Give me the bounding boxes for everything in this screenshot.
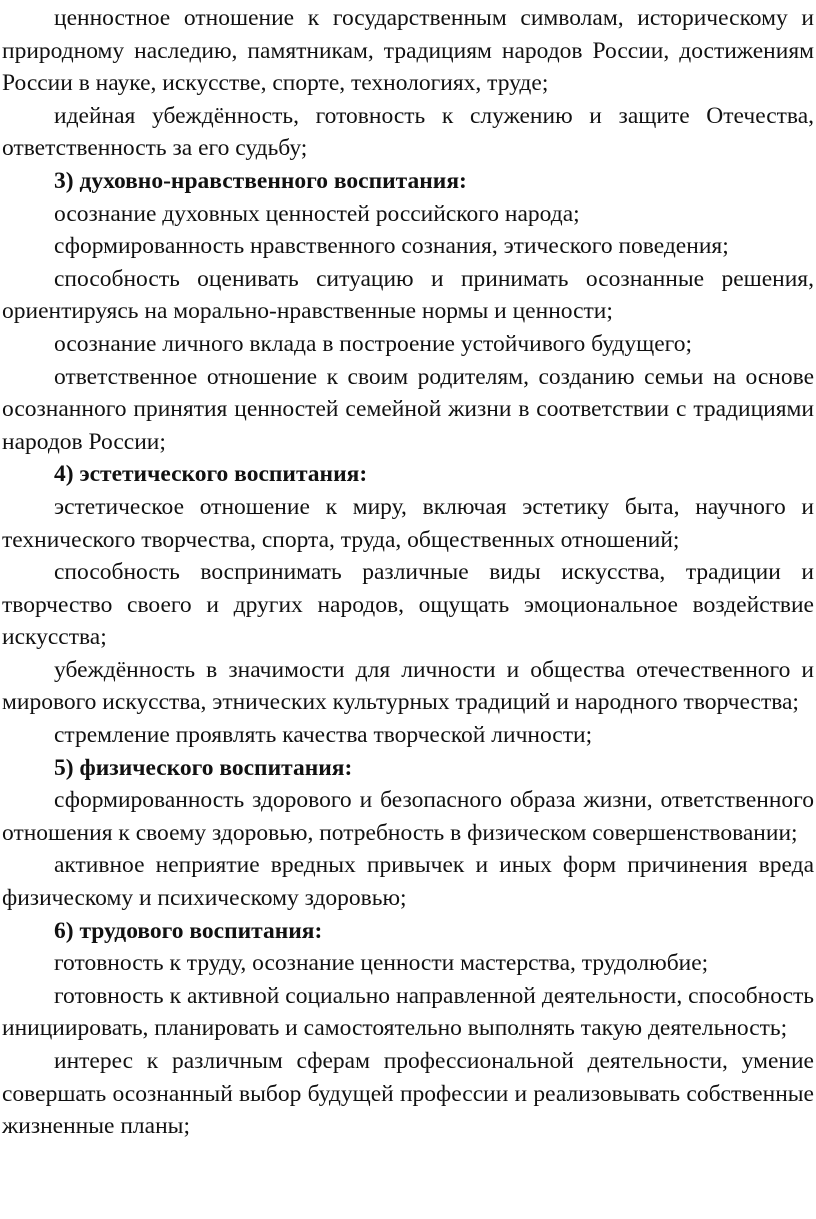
paragraph: сформированность нравственного сознания, этического поведения; <box>54 233 729 260</box>
section-heading: 4) эстетического воспитания: <box>54 461 368 488</box>
section-heading: 5) физического воспитания: <box>54 754 353 781</box>
paragraph: сформированность здорового и безопасного образа жизни, ответственного отношения к своему здоровью, потребность в физическом совершенствовании; <box>2 787 814 846</box>
paragraph: готовность к активной социально направленной деятельности, способность инициировать, планировать и самостоятельно выполнять такую деятельность; <box>2 982 814 1042</box>
paragraph: ценностное отношение к государственным символам, историческому и природному наследию, памятникам, традициям народов России, достижениям России в науке, искусстве, спорте, технологиях, труде; <box>2 5 814 97</box>
section-heading: 6) трудового воспитания: <box>54 917 323 944</box>
section-heading: 3) духовно-нравственного воспитания: <box>54 167 467 194</box>
paragraph: способность воспринимать различные виды искусства, традиции и творчество своего и других народов, ощущать эмоциональное воздействие искусства; <box>2 559 814 651</box>
paragraph: идейная убеждённость, готовность к служению и защите Отечества, ответственность за его судьбу; <box>2 102 814 162</box>
paragraph: стремление проявлять качества творческой личности; <box>54 722 593 749</box>
paragraph: осознание духовных ценностей российского народа; <box>54 200 580 227</box>
paragraph: интерес к различным сферам профессиональной деятельности, умение совершать осознанный выбор будущей профессии и реализовывать собственные жизненные планы; <box>2 1048 814 1140</box>
paragraph: эстетическое отношение к миру, включая эстетику быта, научного и технического творчества, спорта, труда, общественных отношений; <box>2 493 814 553</box>
paragraph: ответственное отношение к своим родителям, созданию семьи на основе осознанного принятия ценностей семейной жизни в соответствии с традициями народов России; <box>2 363 814 455</box>
paragraph: убеждённость в значимости для личности и общества отечественного и мирового искусства, этнических культурных традиций и народного творчества; <box>2 656 814 716</box>
paragraph: готовность к труду, осознание ценности мастерства, трудолюбие; <box>54 950 709 977</box>
paragraph: осознание личного вклада в построение устойчивого будущего; <box>54 330 692 357</box>
paragraph: активное неприятие вредных привычек и иных форм причинения вреда физическому и психическому здоровью; <box>2 852 814 912</box>
paragraph: способность оценивать ситуацию и принимать осознанные решения, ориентируясь на морально-нравственные нормы и ценности; <box>2 265 814 325</box>
